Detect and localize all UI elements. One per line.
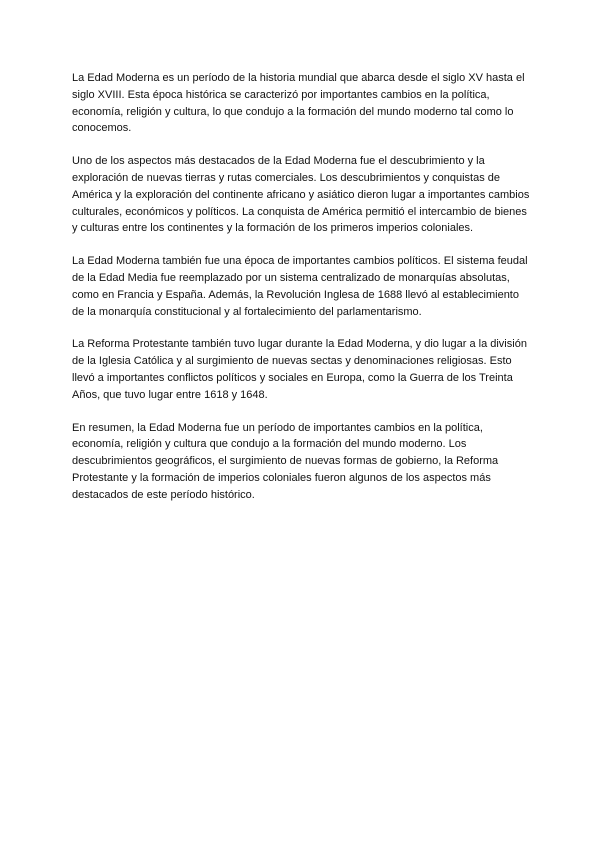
paragraph-political-changes: La Edad Moderna también fue una época de importantes cambios políticos. El sistema feudal de la Edad Media fue reemplazado por un sistema centralizado de monarquías absolutas, como en Francia y España. Además, la Revolución Inglesa de 1688 llevó al establecimiento de la monarquía constitucional y al fortalecimiento del parlamentarismo. bbox=[72, 255, 528, 318]
paragraph-intro: La Edad Moderna es un período de la historia mundial que abarca desde el siglo XV hasta el siglo XVIII. Esta época histórica se caracterizó por importantes cambios en la política, economía, religión y cultura, lo que condujo a la formación del mundo moderno tal como lo conocemos. bbox=[72, 72, 525, 135]
paragraph-summary: En resumen, la Edad Moderna fue un período de importantes cambios en la política, economía, religión y cultura que condujo a la formación del mundo moderno. Los descubrimientos geográficos, el surgimiento de nuevas formas de gobierno, la Reforma Protestante y la formación de imperios coloniales fueron algunos de los aspectos más destacados de este período histórico. bbox=[72, 421, 499, 501]
paragraph-reformation: La Reforma Protestante también tuvo lugar durante la Edad Moderna, y dio lugar a la división de la Iglesia Católica y al surgimiento de nuevas sectas y denominaciones religiosas. Esto llevó a importantes conflictos políticos y sociales en Europa, como la Guerra de los Treinta Años, que tuvo lugar entre 1618 y 1648. bbox=[72, 338, 527, 401]
paragraph-exploration: Uno de los aspectos más destacados de la Edad Moderna fue el descubrimiento y la exploración de nuevas tierras y rutas comerciales. Los descubrimientos y conquistas de América y la exploración del continente africano y asiático dieron lugar a importantes cambios culturales, económicos y políticos. La conquista de América permitió el intercambio de bienes y culturas entre los continentes y la formación de los primeros imperios coloniales. bbox=[72, 155, 530, 235]
document-body bbox=[72, 70, 534, 520]
